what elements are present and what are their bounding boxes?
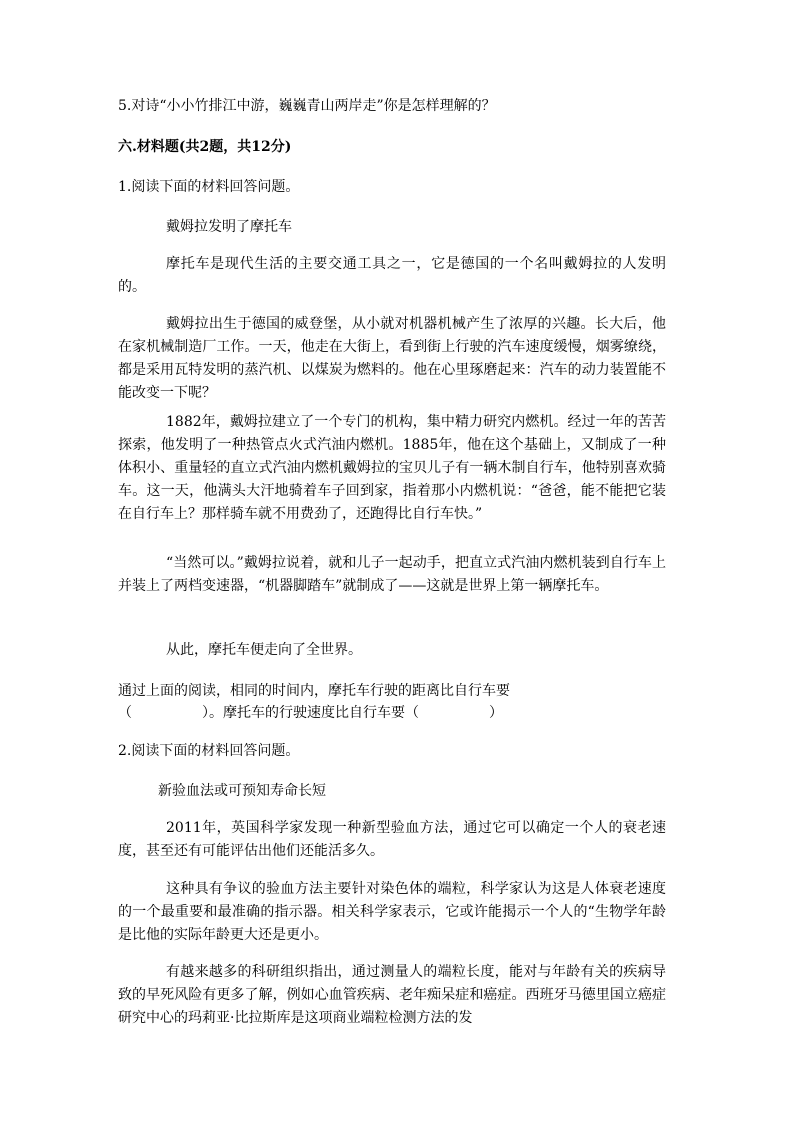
material-1-paragraph: 戴姆拉出生于德国的威登堡，从小就对机器机械产生了浓厚的兴趣。长大后，他在家机械制造厂工作。一天，他走在大街上，看到街上行驶的汽车速度缓慢，烟雾缭绕，都是采用瓦特发明的蒸汽机、以煤炭为燃料的。他在心里琢磨起来：汽车的动力装置能不能改变一下呢？ [118, 316, 666, 401]
material-2-paragraph: 这种具有争议的验血方法主要针对染色体的端粒，科学家认为这是人体衰老速度的一个最重要和最准确的指示器。相关科学家表示，它或许能揭示一个人的“生物学年龄是比他的实际年龄更大还是更小。 [118, 881, 666, 943]
material-2-title: 新验血法或可预知寿命长短 [158, 783, 326, 799]
material-1-paragraph: 1882年，戴姆拉建立了一个专门的机构，集中精力研究内燃机。经过一年的苦苦探索，他发明了一种热管点火式汽油内燃机。1885年，他在这个基础上，又制成了一种体积小、重量轻的直立式汽油内燃机戴姆拉的宝贝儿子有一辆木制自行车，他特别喜欢骑车。这一天，他满头大汗地骑着车子回到家，指着那小内燃机说：“爸爸，能不能把它装在自行车上？那样骑车就不用费劲了，还跑得比自行车快。” [118, 414, 666, 522]
material-1-paragraph: 摩托车是现代生活的主要交通工具之一，它是德国的一个名叫戴姆拉的人发明的。 [118, 256, 666, 295]
section-heading: 六.材料题(共2题，共12分) [118, 139, 292, 155]
material-1-instruction: 1.阅读下面的材料回答问题。 [118, 179, 300, 195]
material-1-question-line2: （ ）。摩托车的行驶速度比自行车要（ ） [118, 705, 503, 721]
material-1-question-line1: 通过上面的阅读，相同的时间内，摩托车行驶的距离比自行车要 [118, 683, 510, 699]
material-1-title: 戴姆拉发明了摩托车 [166, 219, 292, 235]
material-2-paragraph: 2011年，英国科学家发现一种新型验血方法，通过它可以确定一个人的衰老速度，甚至还有可能评估出他们还能活多久。 [118, 820, 666, 859]
material-1-paragraph: 从此，摩托车便走向了全世界。 [166, 642, 362, 658]
material-2-paragraph: 有越来越多的科研组织指出，通过测量人的端粒长度，能对与年龄有关的疾病导致的早死风险有更多了解，例如心血管疾病、老年痴呆症和癌症。西班牙马德里国立癌症研究中心的玛莉亚·比拉斯库是这项商业端粒检测方法的发 [118, 964, 666, 1026]
material-1-paragraph: “当然可以。”戴姆拉说着，就和儿子一起动手，把直立式汽油内燃机装到自行车上并装上了两档变速器，“机器脚踏车”就制成了——这就是世界上第一辆摩托车。 [118, 555, 666, 594]
material-2-instruction: 2.阅读下面的材料回答问题。 [118, 743, 300, 759]
question-5: 5.对诗“小小竹排江中游，巍巍青山两岸走”你是怎样理解的？ [118, 98, 496, 114]
